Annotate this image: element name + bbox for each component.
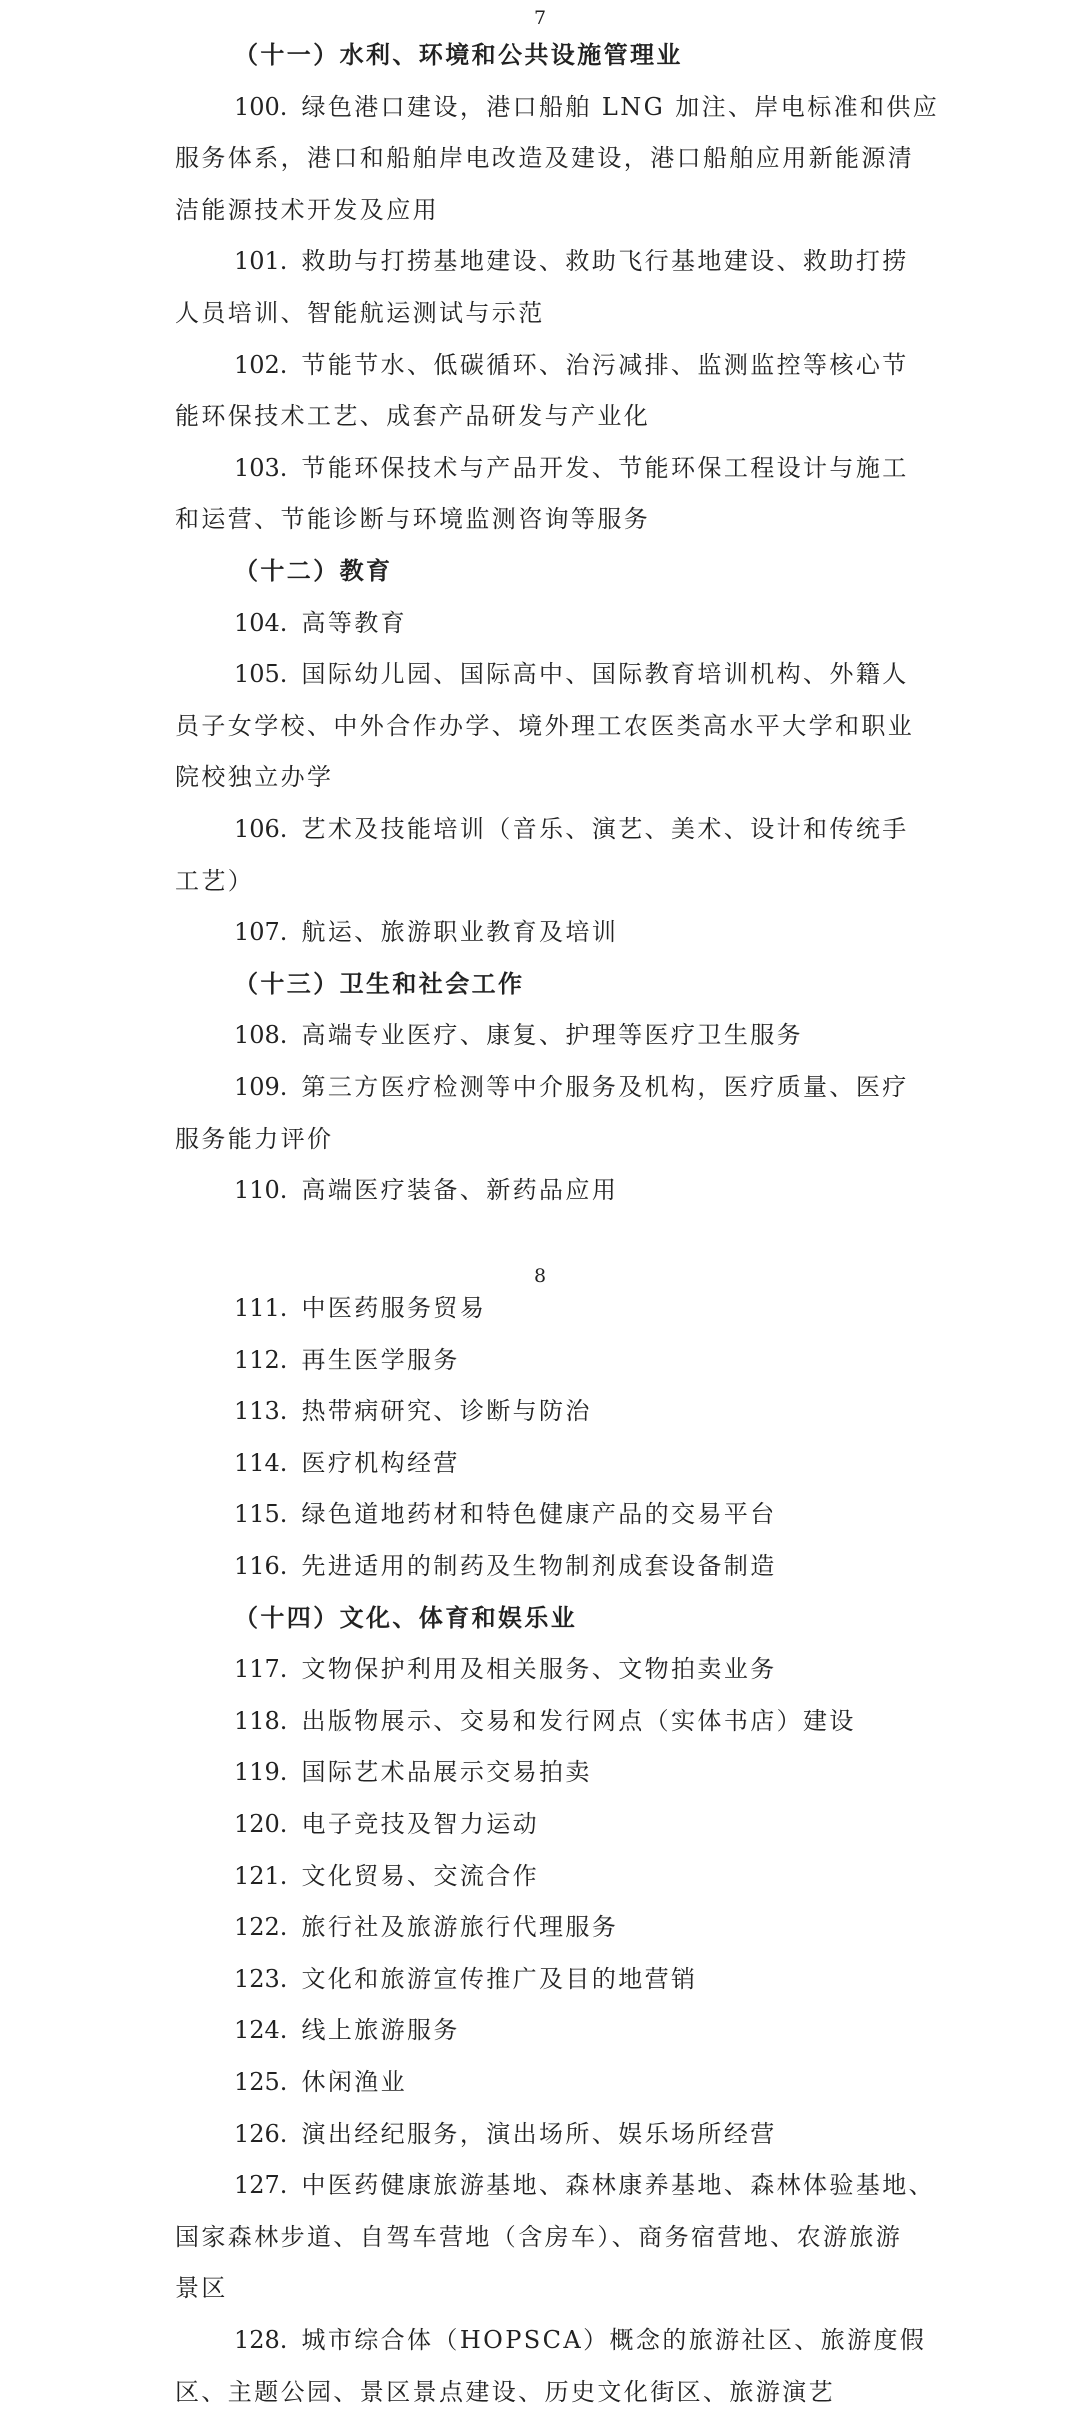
- list-item: [234, 915, 618, 949]
- list-item: [234, 451, 909, 485]
- item-text: 艺术及技能培训（音乐、演艺、美术、设计和传统手: [301, 815, 909, 843]
- item-text: 休闲渔业: [301, 2068, 408, 2096]
- item-text: 旅行社及旅游旅行代理服务: [301, 1913, 619, 1942]
- section-heading: （十二）教育: [234, 556, 393, 585]
- item-text: 绿色港口建设，港口船舶 LNG 加注、岸电标准和供应: [301, 92, 940, 121]
- item-text-continuation: 人员培训、智能航运测试与示范: [175, 299, 545, 327]
- item-number: 112.: [234, 1345, 288, 1374]
- list-item: [234, 1018, 803, 1052]
- item-text-continuation: 服务体系，港口和船舶岸电改造及建设，港口船舶应用新能源清: [175, 144, 915, 173]
- item-text-continuation: 能环保技术工艺、成套产品研发与产业化: [175, 402, 651, 431]
- item-number: 118.: [234, 1706, 288, 1735]
- item-number: 115.: [234, 1500, 288, 1529]
- item-text-continuation: 洁能源技术开发及应用: [175, 195, 439, 224]
- item-number: 104.: [234, 608, 288, 637]
- list-item: [234, 1497, 777, 1531]
- item-number: 109.: [234, 1073, 288, 1101]
- item-text: 绿色道地药材和特色健康产品的交易平台: [301, 1500, 777, 1529]
- item-text: 国际艺术品展示交易拍卖: [301, 1758, 592, 1787]
- item-text: 中医药健康旅游基地、森林康养基地、森林体验基地、: [301, 2171, 936, 2200]
- item-text: 航运、旅游职业教育及培训: [301, 918, 619, 947]
- item-number: 123.: [234, 1964, 288, 1993]
- section-heading: （十一）水利、环境和公共设施管理业: [234, 40, 683, 69]
- item-text-continuation: 员子女学校、中外合作办学、境外理工农医类高水平大学和职业: [175, 711, 915, 740]
- section-heading: （十四）文化、体育和娱乐业: [234, 1602, 578, 1632]
- list-item: [234, 2323, 926, 2357]
- list-item: [234, 1910, 618, 1944]
- item-text: 电子竞技及智力运动: [301, 1810, 540, 1838]
- item-number: 111.: [234, 1294, 288, 1322]
- item-text: 出版物展示、交易和发行网点（实体书店）建设: [301, 1706, 856, 1735]
- item-number: 125.: [234, 2068, 288, 2096]
- item-number: 106.: [234, 815, 288, 843]
- list-item: [234, 348, 909, 382]
- item-number: 117.: [234, 1655, 288, 1684]
- item-text-continuation: 工艺）: [175, 866, 255, 895]
- item-number: 127.: [234, 2171, 288, 2200]
- item-number: 120.: [234, 1810, 288, 1838]
- item-text-continuation: 服务能力评价: [175, 1124, 334, 1153]
- item-text: 演出经纪服务，演出场所、娱乐场所经营: [301, 2119, 777, 2148]
- list-item: [234, 1291, 486, 1325]
- item-text: 先进适用的制药及生物制剂成套设备制造: [301, 1552, 777, 1580]
- item-text: 节能节水、低碳循环、治污减排、监测监控等核心节: [301, 350, 909, 379]
- page-number: 8: [533, 1265, 547, 1287]
- list-item: [234, 812, 909, 846]
- list-item: [234, 90, 939, 124]
- item-text-continuation: 院校独立办学: [175, 763, 334, 792]
- item-text: 文物保护利用及相关服务、文物拍卖业务: [301, 1655, 777, 1684]
- item-text: 节能环保技术与产品开发、节能环保工程设计与施工: [301, 453, 909, 482]
- list-item: [234, 1755, 592, 1789]
- item-number: 100.: [234, 92, 288, 121]
- page-number: 7: [533, 7, 547, 29]
- item-number: 103.: [234, 453, 288, 482]
- list-item: [234, 1704, 856, 1738]
- item-number: 122.: [234, 1913, 288, 1942]
- list-item: [234, 1343, 460, 1377]
- item-text-continuation: 和运营、节能诊断与环境监测咨询等服务: [175, 505, 651, 534]
- item-number: 108.: [234, 1021, 288, 1050]
- list-item: [234, 1173, 618, 1207]
- list-item: [234, 1962, 697, 1996]
- item-number: 107.: [234, 918, 288, 947]
- item-number: 110.: [234, 1176, 288, 1205]
- item-text: 热带病研究、诊断与防治: [301, 1397, 592, 1426]
- item-number: 124.: [234, 2016, 288, 2045]
- item-text: 文化和旅游宣传推广及目的地营销: [301, 1964, 698, 1993]
- list-item: [234, 1394, 592, 1428]
- item-text: 救助与打捞基地建设、救助飞行基地建设、救助打捞: [301, 247, 909, 276]
- list-item: [234, 1859, 539, 1893]
- item-text: 国际幼儿园、国际高中、国际教育培训机构、外籍人: [301, 660, 909, 689]
- list-item: [234, 1549, 777, 1583]
- list-item: [234, 1070, 909, 1104]
- list-item: [234, 657, 909, 691]
- list-item: [234, 1807, 539, 1841]
- list-item: [234, 2013, 460, 2047]
- item-number: 113.: [234, 1397, 288, 1426]
- item-text-continuation: 区、主题公园、景区景点建设、历史文化街区、旅游演艺: [175, 2377, 835, 2406]
- item-number: 116.: [234, 1552, 288, 1580]
- item-text: 文化贸易、交流合作: [301, 1861, 540, 1890]
- list-item: [234, 1446, 460, 1480]
- list-item: [234, 1652, 777, 1686]
- item-number: 105.: [234, 660, 288, 689]
- item-text-continuation: 景区: [175, 2274, 228, 2303]
- item-number: 121.: [234, 1861, 288, 1890]
- list-item: [234, 2117, 777, 2151]
- item-text: 医疗机构经营: [301, 1448, 460, 1477]
- item-number: 128.: [234, 2326, 288, 2354]
- item-text: 高等教育: [301, 608, 408, 637]
- item-text-continuation: 国家森林步道、自驾车营地（含房车）、商务宿营地、农游旅游: [175, 2222, 903, 2251]
- section-heading: （十三）卫生和社会工作: [234, 968, 525, 998]
- list-item: [234, 2168, 935, 2202]
- item-number: 101.: [234, 247, 288, 276]
- item-text: 第三方医疗检测等中介服务及机构，医疗质量、医疗: [301, 1073, 909, 1101]
- list-item: [234, 2065, 407, 2099]
- item-number: 102.: [234, 350, 288, 379]
- item-text: 高端专业医疗、康复、护理等医疗卫生服务: [301, 1021, 804, 1050]
- item-text: 中医药服务贸易: [301, 1294, 487, 1322]
- item-text: 高端医疗装备、新药品应用: [301, 1176, 619, 1205]
- list-item: [234, 606, 407, 640]
- item-number: 114.: [234, 1448, 288, 1477]
- item-number: 119.: [234, 1758, 288, 1787]
- item-number: 126.: [234, 2119, 288, 2148]
- item-text: 再生医学服务: [301, 1345, 460, 1374]
- list-item: [234, 244, 909, 278]
- item-text: 城市综合体（HOPSCA）概念的旅游社区、旅游度假: [301, 2326, 927, 2354]
- item-text: 线上旅游服务: [301, 2016, 460, 2045]
